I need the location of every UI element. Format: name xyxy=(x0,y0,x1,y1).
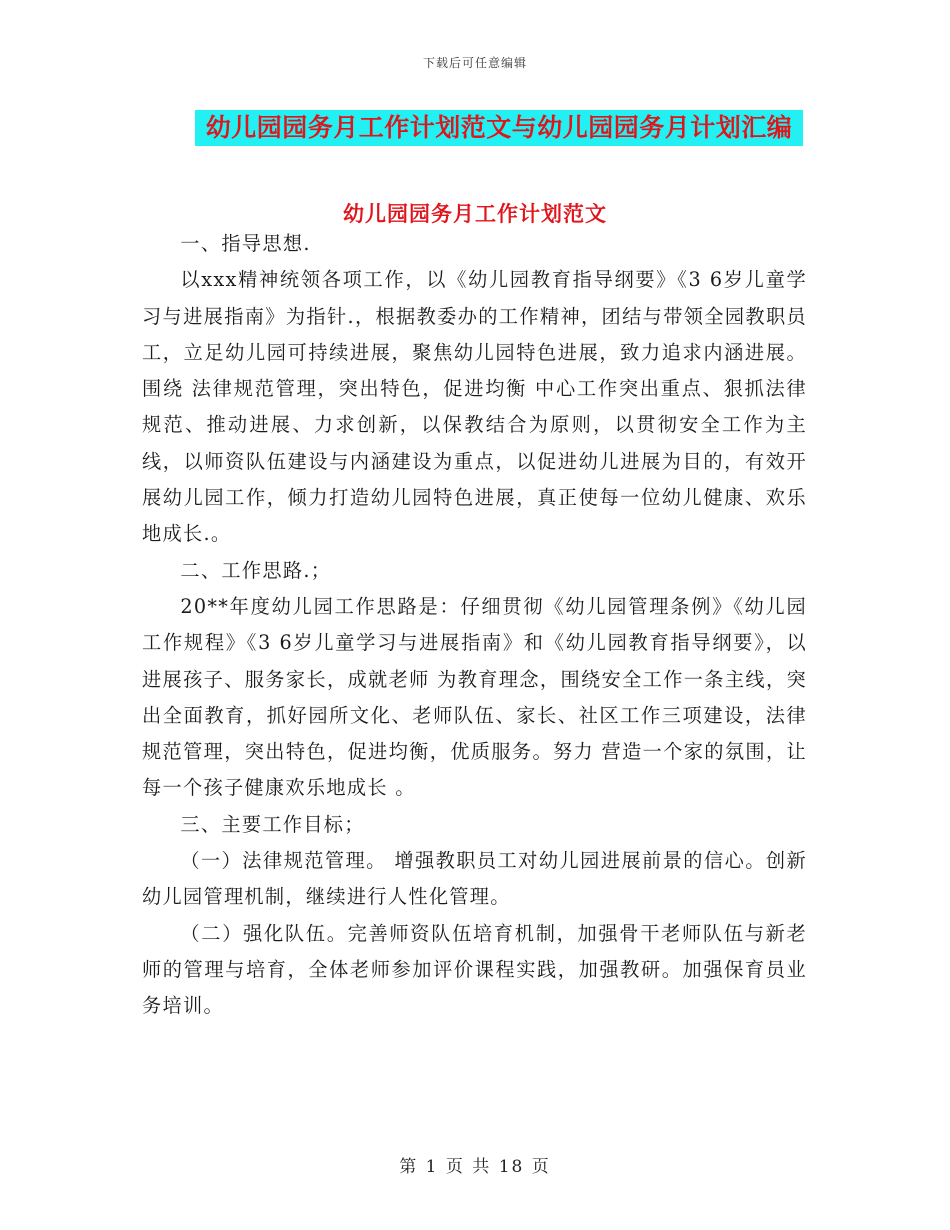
paragraph-guiding: 以xxx精神统领各项工作，以《幼儿园教育指导纲要》《3 6岁儿童学习与进展指南》为指针.，根据教委办的工作精神，团结与带领全园教职员工，立足幼儿园可持续进展，聚焦幼儿园特色进展，致力追求内涵进展。围绕 法律规范管理，突出特色，促进均衡 中心工作突出重点、狠抓法律规范、推动进展、力求创新，以保教结合为原则，以贯彻安全工作为主线，以师资队伍建设与内涵建设为重点，以促进幼儿进展为目的，有效开展幼儿园工作，倾力打造幼儿园特色进展，真正使每一位幼儿健康、欢乐地成长.。 xyxy=(142,268,807,546)
header-note: 下载后可任意编辑 xyxy=(422,56,527,70)
section-heading-approach: 二、工作思路.； xyxy=(180,558,332,582)
main-title: 幼儿园园务月工作计划范文与幼儿园园务月计划汇编 xyxy=(195,110,803,146)
section-heading-goals: 三、主要工作目标； xyxy=(180,812,365,836)
sub-title: 幼儿园园务月工作计划范文 xyxy=(343,201,607,226)
page-footer: 第 1 页 共 18 页 xyxy=(399,1157,551,1177)
paragraph-approach: 20**年度幼儿园工作思路是：仔细贯彻《幼儿园管理条例》《幼儿园工作规程》《3 6岁儿童学习与进展指南》和《幼儿园教育指导纲要》，以 进展孩子、服务家长，成就老师 为教育理念，围绕安全工作一条主线，突出全面教育，抓好园所文化、老师队伍、家长、社区工作三项建设，法律规范管理，突出特色，促进均衡，优质服务。努力 营造一个家的氛围，让每一个孩子健康欢乐地成长 。 xyxy=(142,594,807,800)
section-heading-guiding: 一、指导思想. xyxy=(180,232,311,255)
paragraph-goal-1: （一）法律规范管理。 增强教职员工对幼儿园进展前景的信心。创新幼儿园管理机制，继续进行人性化管理。 xyxy=(142,849,807,909)
paragraph-goal-2: （二）强化队伍。完善师资队伍培育机制，加强骨干老师队伍与新老师的管理与培育，全体老师参加评价课程实践，加强教研。加强保育员业务培训。 xyxy=(142,921,807,1018)
document-body xyxy=(142,226,807,1025)
